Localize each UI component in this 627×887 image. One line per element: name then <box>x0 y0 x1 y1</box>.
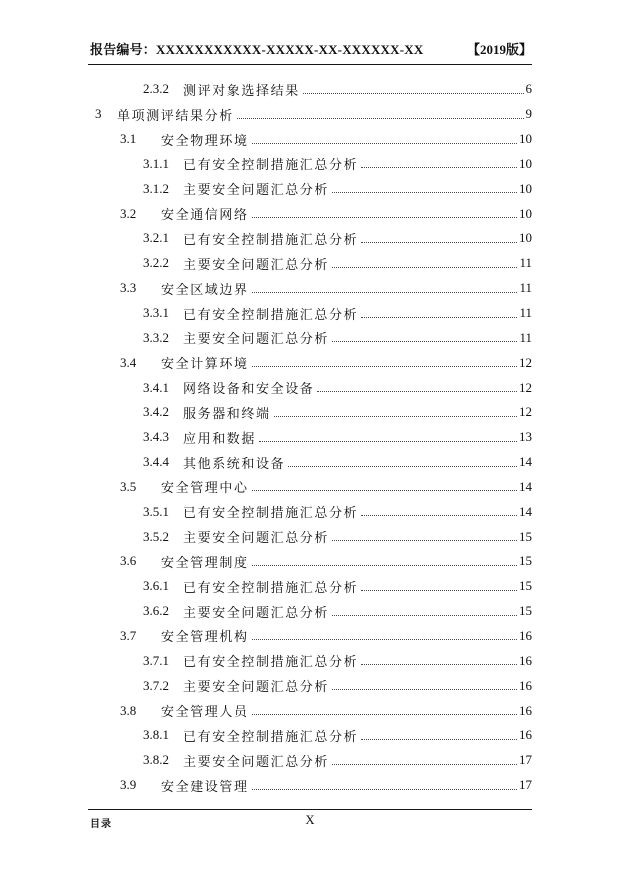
toc-entry <box>88 301 532 326</box>
toc-entry-number: 3.1 <box>120 131 137 147</box>
toc-entry <box>88 176 532 201</box>
toc-entry-number: 3.6.1 <box>143 578 169 594</box>
toc-dot-leader <box>361 739 517 740</box>
toc-entry <box>88 77 532 102</box>
toc-entry-page: 12 <box>519 354 532 370</box>
toc-entry-title: 已有安全控制措施汇总分析 <box>183 306 359 322</box>
toc-entry-page: 14 <box>519 478 532 494</box>
toc-entry-title: 已有安全控制措施汇总分析 <box>183 157 359 173</box>
toc-dot-leader <box>332 615 517 616</box>
toc-dot-leader <box>361 317 517 318</box>
toc-dot-leader <box>361 515 517 516</box>
toc-dot-leader <box>332 764 517 765</box>
toc-dot-leader <box>332 267 517 268</box>
toc-entry <box>88 648 532 673</box>
toc-entry <box>88 624 532 649</box>
toc-entry-page: 11 <box>519 280 532 296</box>
toc-dot-leader <box>361 664 517 665</box>
toc-entry-page: 11 <box>519 329 532 345</box>
report-number-value: XXXXXXXXXXX-XXXXX-XX-XXXXXX-XX <box>156 42 424 57</box>
toc-entry-title: 安全管理制度 <box>161 554 249 570</box>
toc-entry-page: 12 <box>519 404 532 420</box>
toc-entry-title: 单项测评结果分析 <box>117 107 234 123</box>
toc-entry-title: 主要安全问题汇总分析 <box>183 256 330 272</box>
toc-entry-page: 14 <box>519 454 532 470</box>
toc-entry-number: 3.3 <box>120 280 137 296</box>
toc-entry-title: 主要安全问题汇总分析 <box>183 753 330 769</box>
toc-entry <box>88 475 532 500</box>
toc-dot-leader <box>361 242 517 243</box>
toc-entry-number: 3.1.1 <box>143 155 169 171</box>
toc-entry <box>88 226 532 251</box>
toc-dot-leader <box>361 167 517 168</box>
toc-entry-number: 3.4.4 <box>143 454 169 470</box>
toc-entry-page: 10 <box>519 180 532 196</box>
toc-entry-number: 3.2.1 <box>143 230 169 246</box>
toc-dot-leader <box>259 441 517 442</box>
toc-entry-title: 安全管理机构 <box>161 629 249 645</box>
footer-rule <box>88 809 532 810</box>
footer-section-label: 目录 <box>90 819 112 830</box>
toc-entry <box>88 599 532 624</box>
toc-entry-page: 15 <box>519 578 532 594</box>
header-rule <box>88 64 532 65</box>
toc-entry-page: 16 <box>519 727 532 743</box>
toc-entry-title: 安全计算环境 <box>161 356 249 372</box>
toc-entry-title: 已有安全控制措施汇总分析 <box>183 579 359 595</box>
toc-entry-number: 3.3.1 <box>143 305 169 321</box>
toc-entry-page: 9 <box>525 106 532 122</box>
toc-entry-number: 3.2 <box>120 205 137 221</box>
toc-entry-page: 16 <box>519 702 532 718</box>
toc-dot-leader <box>252 217 517 218</box>
toc-list <box>88 77 532 797</box>
toc-entry-number: 3.1.2 <box>143 180 169 196</box>
toc-entry <box>88 425 532 450</box>
toc-entry <box>88 698 532 723</box>
toc-entry <box>88 102 532 127</box>
toc-entry-number: 3.2.2 <box>143 255 169 271</box>
toc-entry-number: 3.7.1 <box>143 652 169 668</box>
toc-entry-number: 2.3.2 <box>143 81 169 97</box>
page-header <box>90 39 532 58</box>
toc-entry-page: 16 <box>519 677 532 693</box>
toc-entry-title: 已有安全控制措施汇总分析 <box>183 231 359 247</box>
toc-dot-leader <box>317 391 517 392</box>
toc-entry-title: 安全物理环境 <box>161 132 249 148</box>
toc-entry <box>88 400 532 425</box>
toc-entry-number: 3.8.2 <box>143 752 169 768</box>
toc-dot-leader <box>288 466 517 467</box>
toc-entry-page: 10 <box>519 131 532 147</box>
toc-dot-leader <box>252 639 517 640</box>
toc-entry-title: 网络设备和安全设备 <box>183 381 315 397</box>
toc-entry-title: 安全建设管理 <box>161 778 249 794</box>
toc-entry <box>88 673 532 698</box>
footer-page-number: X <box>305 813 315 827</box>
toc-entry <box>88 574 532 599</box>
toc-entry <box>88 152 532 177</box>
toc-entry-number: 3.8.1 <box>143 727 169 743</box>
toc-entry <box>88 201 532 226</box>
toc-entry-title: 主要安全问题汇总分析 <box>183 331 330 347</box>
toc-entry-title: 安全管理中心 <box>161 480 249 496</box>
toc-entry-title: 已有安全控制措施汇总分析 <box>183 505 359 521</box>
toc-entry <box>88 450 532 475</box>
toc-entry-number: 3.5 <box>120 478 137 494</box>
toc-dot-leader <box>361 590 517 591</box>
page-footer <box>88 812 532 832</box>
toc-entry-page: 16 <box>519 627 532 643</box>
toc-dot-leader <box>332 192 517 193</box>
toc-dot-leader <box>303 93 524 94</box>
toc-entry-number: 3.9 <box>120 777 137 793</box>
toc-entry <box>88 524 532 549</box>
toc-entry-page: 11 <box>519 305 532 321</box>
toc-dot-leader <box>252 292 518 293</box>
toc-entry-number: 3.5.2 <box>143 528 169 544</box>
toc-entry-title: 已有安全控制措施汇总分析 <box>183 654 359 670</box>
toc-entry-title: 安全管理人员 <box>161 704 249 720</box>
toc-entry-title: 服务器和终端 <box>183 405 271 421</box>
toc-entry-page: 13 <box>519 429 532 445</box>
toc-dot-leader <box>252 714 517 715</box>
toc-entry <box>88 748 532 773</box>
toc-dot-leader <box>237 118 524 119</box>
toc-entry-title: 已有安全控制措施汇总分析 <box>183 728 359 744</box>
toc-entry-page: 10 <box>519 205 532 221</box>
toc-entry-page: 11 <box>519 255 532 271</box>
edition-badge: 【2019版】 <box>466 42 532 57</box>
toc-entry-page: 15 <box>519 528 532 544</box>
toc-entry-page: 12 <box>519 379 532 395</box>
toc-entry-title: 安全区域边界 <box>161 281 249 297</box>
toc-entry-number: 3.6 <box>120 553 137 569</box>
toc-dot-leader <box>332 341 517 342</box>
toc-entry-page: 15 <box>519 603 532 619</box>
toc-entry-page: 16 <box>519 652 532 668</box>
toc-entry-number: 3 <box>95 106 102 122</box>
toc-entry-number: 3.5.1 <box>143 503 169 519</box>
toc-entry-title: 其他系统和设备 <box>183 455 286 471</box>
toc-entry <box>88 276 532 301</box>
toc-entry-page: 10 <box>519 230 532 246</box>
toc-dot-leader <box>252 366 517 367</box>
toc-entry <box>88 723 532 748</box>
toc-entry-number: 3.4.1 <box>143 379 169 395</box>
toc-entry-page: 17 <box>519 752 532 768</box>
toc-entry-number: 3.8 <box>120 702 137 718</box>
toc-entry-number: 3.7.2 <box>143 677 169 693</box>
toc-dot-leader <box>332 689 517 690</box>
toc-entry-number: 3.4.3 <box>143 429 169 445</box>
toc-entry <box>88 773 532 798</box>
toc-entry-title: 安全通信网络 <box>161 207 249 223</box>
toc-entry-page: 10 <box>519 155 532 171</box>
toc-dot-leader <box>252 565 517 566</box>
toc-entry-page: 15 <box>519 553 532 569</box>
toc-entry <box>88 499 532 524</box>
toc-dot-leader <box>332 540 517 541</box>
toc-entry <box>88 251 532 276</box>
toc-entry <box>88 325 532 350</box>
toc-entry-title: 主要安全问题汇总分析 <box>183 530 330 546</box>
toc-dot-leader <box>252 490 517 491</box>
toc-entry <box>88 350 532 375</box>
toc-entry-page: 17 <box>519 777 532 793</box>
toc-entry <box>88 375 532 400</box>
toc-entry-number: 3.3.2 <box>143 329 169 345</box>
toc-entry-page: 6 <box>525 81 532 97</box>
toc-dot-leader <box>274 416 517 417</box>
toc-entry <box>88 127 532 152</box>
report-number-label: 报告编号： <box>90 42 157 57</box>
toc-entry-title: 应用和数据 <box>183 430 257 446</box>
toc-entry-page: 14 <box>519 503 532 519</box>
toc-entry-title: 主要安全问题汇总分析 <box>183 182 330 198</box>
toc-dot-leader <box>252 789 517 790</box>
toc-entry-number: 3.7 <box>120 627 137 643</box>
toc-entry <box>88 549 532 574</box>
toc-entry-title: 测评对象选择结果 <box>183 82 300 98</box>
toc-entry-number: 3.4 <box>120 354 137 370</box>
toc-entry-title: 主要安全问题汇总分析 <box>183 604 330 620</box>
toc-entry-title: 主要安全问题汇总分析 <box>183 679 330 695</box>
toc-entry-number: 3.4.2 <box>143 404 169 420</box>
toc-dot-leader <box>252 143 517 144</box>
report-number <box>90 39 423 58</box>
toc-entry-number: 3.6.2 <box>143 603 169 619</box>
